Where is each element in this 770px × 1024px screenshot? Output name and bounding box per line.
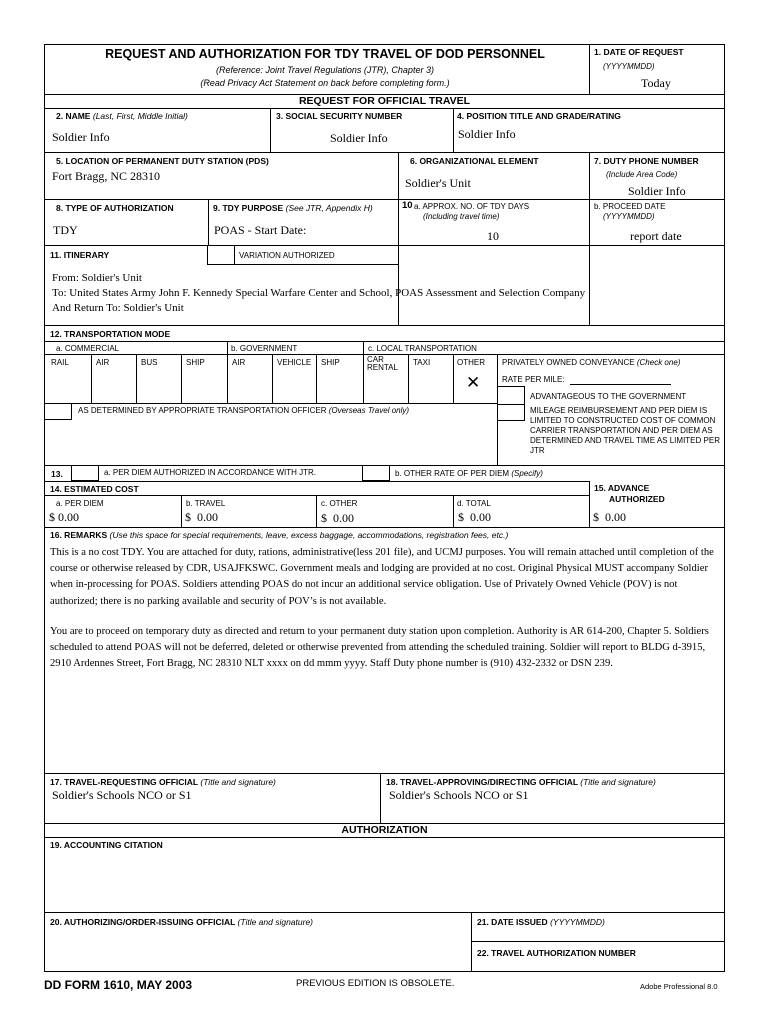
form-title: REQUEST AND AUTHORIZATION FOR TDY TRAVEL OF DOD PERSONNEL — [105, 47, 545, 61]
mode-ship: SHIP — [186, 358, 205, 367]
mode-air: AIR — [96, 358, 110, 367]
ta-number-label: 22. TRAVEL AUTHORIZATION NUMBER — [477, 948, 636, 958]
poc-label: PRIVATELY OWNED CONVEYANCE (Check one) — [502, 358, 681, 367]
transport-mode-label: 12. TRANSPORTATION MODE — [50, 329, 171, 339]
software-note: Adobe Professional 8.0 — [640, 982, 718, 991]
determined-checkbox[interactable] — [44, 403, 72, 420]
approving-official-label: 18. TRAVEL-APPROVING/DIRECTING OFFICIAL (Title and signature) — [386, 777, 656, 787]
cost-other-field[interactable]: $ 0.00 — [321, 511, 354, 525]
mileage-checkbox[interactable] — [497, 404, 525, 421]
per-diem-jtr-label: a. PER DIEM AUTHORIZED IN ACCORDANCE WITH JTR. — [104, 468, 317, 477]
advantageous-checkbox[interactable] — [497, 386, 525, 405]
form-number: DD FORM 1610, MAY 2003 — [44, 978, 193, 992]
advantageous-label: ADVANTAGEOUS TO THE GOVERNMENT — [530, 392, 687, 401]
commercial-label: a. COMMERCIAL — [56, 344, 120, 353]
variation-authorized-label: VARIATION AUTHORIZED — [239, 251, 335, 260]
cost-per-diem-field[interactable]: $ 0.00 — [49, 510, 79, 524]
remarks-paragraph-1[interactable]: This is a no cost TDY. You are attached for duty, rations, administrative(less 201 file), and UCMJ purposes. You will remain attached until completion of the course or otherwise released by CDR, USAJFKSWC. Government meals and lodging are provided at no cost. Original Physical MUST accompany Soldier when in-processing for POAS. Soldiers attending POAS do not incur an additional service obligation. Use of Privately Owned Vehicle (POV) is not authorized; there is no parking available and security of POV’s is not available. — [50, 547, 714, 607]
date-issued-label: 21. DATE ISSUED (YYYYMMDD) — [477, 917, 605, 927]
itinerary-return[interactable]: And Return To: Soldier's Unit — [52, 302, 184, 314]
form-reference: (Reference: Joint Travel Regulations (JTR), Chapter 3) — [216, 65, 434, 75]
section-authorization-title: AUTHORIZATION — [341, 824, 428, 836]
ssn-label: 3. SOCIAL SECURITY NUMBER — [276, 111, 403, 121]
remarks-label: 16. REMARKS (Use this space for special requirements, leave, excess baggage, accommodations, registration fees, etc.) — [50, 530, 509, 540]
tdy-days-hint: (Including travel time) — [423, 212, 500, 221]
cost-travel-field[interactable]: $ 0.00 — [185, 510, 218, 524]
section-request-title: REQUEST FOR OFFICIAL TRAVEL — [298, 95, 471, 107]
proceed-date-format: (YYYYMMDD) — [603, 212, 655, 221]
duty-phone-label: 7. DUTY PHONE NUMBER — [594, 156, 699, 166]
estimated-cost-label: 14. ESTIMATED COST — [50, 484, 139, 494]
other-rate-checkbox[interactable] — [362, 465, 390, 481]
issuing-official-label: 20. AUTHORIZING/ORDER-ISSUING OFFICIAL (Title and signature) — [50, 917, 314, 927]
duty-phone-field[interactable]: Soldier Info — [628, 184, 686, 198]
mode-car-rental: CAR RENTAL — [367, 355, 398, 372]
per-diem-jtr-checkbox[interactable] — [71, 465, 99, 481]
proceed-date-label: b. PROCEED DATE — [594, 202, 666, 211]
advance-authorized-label: AUTHORIZED — [609, 494, 665, 504]
approving-official-field[interactable]: Soldier's Schools NCO or S1 — [389, 788, 529, 802]
org-element-label: 6. ORGANIZATIONAL ELEMENT — [410, 156, 539, 166]
per-diem-number: 13. — [51, 469, 63, 479]
proceed-date-field[interactable]: report date — [630, 229, 682, 243]
government-label: b. GOVERNMENT — [231, 344, 298, 353]
position-title-field[interactable]: Soldier Info — [458, 127, 516, 141]
cost-total-label: d. TOTAL — [457, 499, 491, 508]
ssn-field[interactable]: Soldier Info — [330, 131, 388, 145]
local-transport-label: c. LOCAL TRANSPORTATION — [368, 344, 477, 353]
tdy-days-field[interactable]: 10 — [487, 229, 499, 243]
remarks-paragraph-2[interactable]: You are to proceed on temporary duty as directed and return to your permanent duty station upon completion. Authority is AR 614-200, Chapter 5. Soldiers scheduled to attend POAS will not be deferred, deleted or otherwise prevented from attending the scheduled training. Soldier will report to BLDG d-3915, 2910 Ardennes Street, Fort Bragg, NC 28310 NLT xxxx on dd mmm yyyy. Staff Duty phone number is (910) 432-2332 or DSN 239. — [50, 626, 709, 670]
cost-other-label: c. OTHER — [321, 499, 358, 508]
privacy-note: (Read Privacy Act Statement on back before completing form.) — [200, 78, 450, 88]
cost-per-diem-label: a. PER DIEM — [56, 499, 104, 508]
mode-other: OTHER — [457, 358, 485, 367]
cost-travel-label: b. TRAVEL — [186, 499, 226, 508]
itinerary-from[interactable]: From: Soldier's Unit — [52, 272, 142, 284]
mode-gov-vehicle: VEHICLE — [277, 358, 312, 367]
tdy-purpose-label: 9. TDY PURPOSE (See JTR, Appendix H) — [213, 203, 373, 213]
other-checkmark[interactable]: ✕ — [466, 373, 481, 392]
org-element-field[interactable]: Soldier's Unit — [405, 176, 471, 190]
mode-rail: RAIL — [51, 358, 69, 367]
mode-gov-ship: SHIP — [321, 358, 340, 367]
position-title-label: 4. POSITION TITLE AND GRADE/RATING — [457, 111, 621, 121]
mode-taxi: TAXI — [413, 358, 431, 367]
name-field[interactable]: Soldier Info — [52, 130, 110, 144]
name-label: 2. NAME (Last, First, Middle Initial) — [56, 111, 188, 121]
determined-label: AS DETERMINED BY APPROPRIATE TRANSPORTATION OFFICER (Overseas Travel only) — [78, 406, 410, 415]
itinerary-label: 11. ITINERARY — [50, 250, 110, 260]
advance-field[interactable]: $ 0.00 — [593, 510, 626, 524]
pds-label: 5. LOCATION OF PERMANENT DUTY STATION (PDS) — [56, 156, 269, 166]
requesting-official-field[interactable]: Soldier's Schools NCO or S1 — [52, 788, 192, 802]
auth-type-field[interactable]: TDY — [53, 223, 78, 237]
itinerary-to[interactable]: To: United States Army John F. Kennedy Special Warfare Center and School, POAS Assessment and Selection Company — [52, 287, 586, 299]
obsolete-notice: PREVIOUS EDITION IS OBSOLETE. — [296, 978, 455, 989]
tdy-days-number: 10 — [402, 200, 413, 211]
mileage-label: MILEAGE REIMBURSEMENT AND PER DIEM IS LIMITED TO CONSTRUCTED COST OF COMMON CARRIER TRANSPORTATION AND PER DIEM AS DETERMINED AND TRAVEL TIME AS LIMITED PER JTR — [530, 406, 720, 455]
accounting-citation-label: 19. ACCOUNTING CITATION — [50, 840, 163, 850]
duty-phone-hint: (Include Area Code) — [606, 170, 678, 179]
date-of-request-label: 1. DATE OF REQUEST — [594, 47, 684, 57]
variation-authorized-checkbox[interactable] — [207, 245, 235, 265]
date-format-hint: (YYYYMMDD) — [603, 62, 655, 71]
advance-label: 15. ADVANCE — [594, 483, 650, 493]
tdy-purpose-field[interactable]: POAS - Start Date: — [214, 223, 307, 237]
mode-gov-air: AIR — [232, 358, 246, 367]
other-rate-label: b. OTHER RATE OF PER DIEM (Specify) — [395, 469, 543, 478]
date-of-request-field[interactable]: Today — [641, 76, 671, 90]
mode-bus: BUS — [141, 358, 158, 367]
pds-field[interactable]: Fort Bragg, NC 28310 — [52, 169, 160, 183]
tdy-days-label: a. APPROX. NO. OF TDY DAYS — [414, 202, 530, 211]
auth-type-label: 8. TYPE OF AUTHORIZATION — [56, 203, 174, 213]
requesting-official-label: 17. TRAVEL-REQUESTING OFFICIAL (Title and signature) — [50, 777, 276, 787]
rate-per-mile-label: RATE PER MILE: — [502, 375, 565, 384]
cost-total-field[interactable]: $ 0.00 — [458, 510, 491, 524]
